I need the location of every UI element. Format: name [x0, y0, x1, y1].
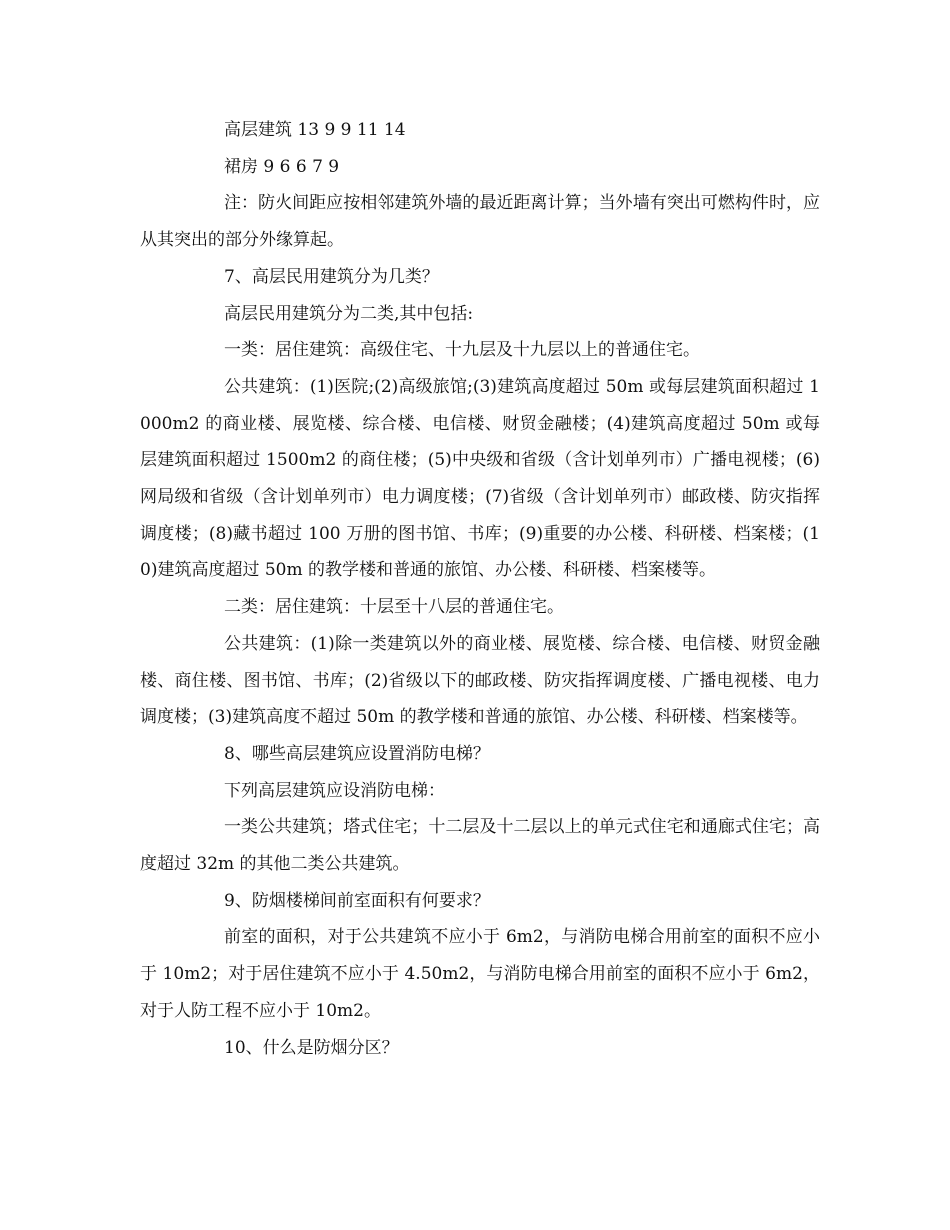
table-row-podium: 裙房 9 6 6 7 9 [224, 156, 340, 177]
answer-8-intro: 下列高层建筑应设消防电梯： [224, 780, 445, 801]
class-one-public: 公共建筑：(1)医院;(2)高级旅馆;(3)建筑高度超过 50m 或每层建筑面积超过 1000m2 的商业楼、展览楼、综合楼、电信楼、财贸金融楼；(4)建筑高度超过 50m 或每层建筑面积超过 1500m2 的商住楼；(5)中央级和省级（含计划单列市）广播电视楼；(6)网局级和省级（含计划单列市）电力调度楼；(7)省级（含计划单列市）邮政楼、防灾指挥调度楼；(8)藏书超过 100 万册的图书馆、书库；(9)重要的办公楼、科研楼、档案楼；(10)建筑高度超过 50m 的教学楼和普通的旅馆、办公楼、科研楼、档案楼等。 [140, 376, 820, 581]
class-one-residential: 一类：居住建筑：高级住宅、十九层及十九层以上的普通住宅。 [224, 340, 700, 361]
class-two-residential: 二类：居住建筑：十层至十八层的普通住宅。 [224, 597, 564, 618]
question-8-heading: 8、哪些高层建筑应设置消防电梯？ [224, 743, 490, 764]
question-9-heading: 9、防烟楼梯间前室面积有何要求？ [224, 890, 490, 911]
table-row-high-rise: 高层建筑 13 9 9 11 14 [224, 120, 406, 140]
question-10-heading: 10、什么是防烟分区？ [224, 1037, 399, 1058]
answer-7-intro: 高层民用建筑分为二类,其中包括: [224, 303, 474, 324]
question-7-heading: 7、高层民用建筑分为几类？ [224, 266, 439, 287]
note-paragraph: 注：防火间距应按相邻建筑外墙的最近距离计算；当外墙有突出可燃构件时，应从其突出的部分外缘算起。 [140, 193, 820, 251]
answer-8-body: 一类公共建筑；塔式住宅；十二层及十二层以上的单元式住宅和通廊式住宅；高度超过 32m 的其他二类公共建筑。 [140, 817, 820, 875]
class-two-public: 公共建筑：(1)除一类建筑以外的商业楼、展览楼、综合楼、电信楼、财贸金融楼、商住楼、图书馆、书库；(2)省级以下的邮政楼、防灾指挥调度楼、广播电视楼、电力调度楼；(3)建筑高度不超过 50m 的教学楼和普通的旅馆、办公楼、科研楼、档案楼等。 [140, 633, 820, 728]
answer-9-body: 前室的面积，对于公共建筑不应小于 6m2，与消防电梯合用前室的面积不应小于 10m2；对于居住建筑不应小于 4.50m2，与消防电梯合用前室的面积不应小于 6m2，对于人防工程不应小于 10m2。 [140, 927, 820, 1021]
document-body [140, 112, 820, 1066]
